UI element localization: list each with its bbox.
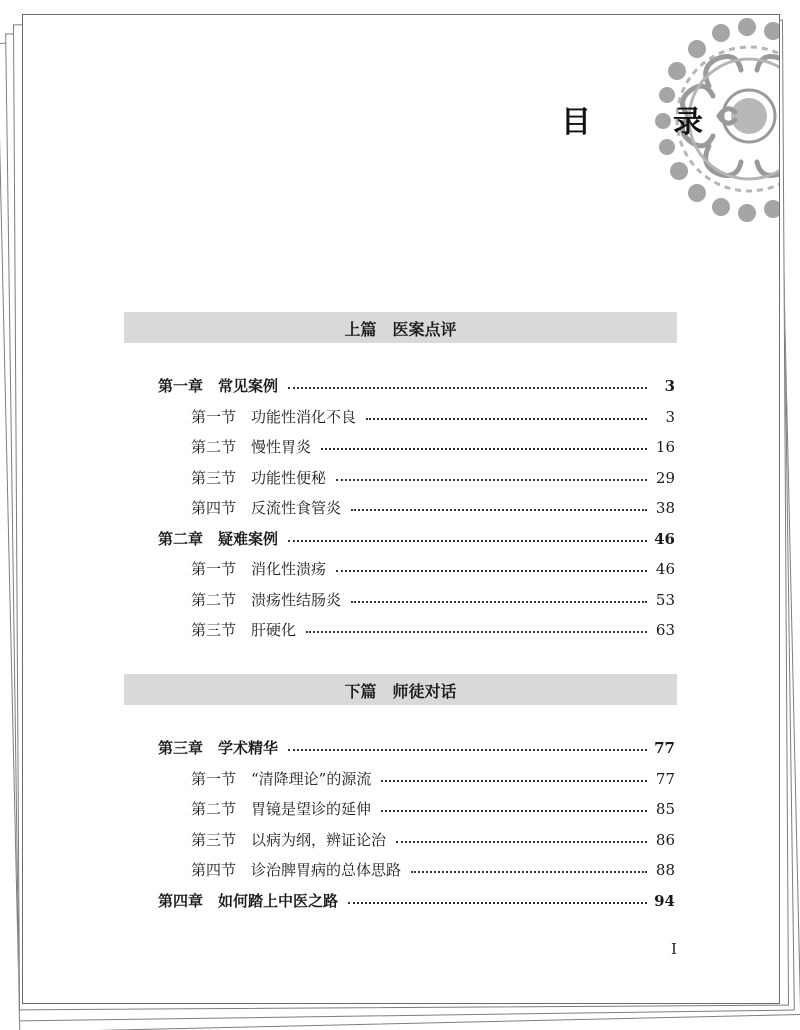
toc-entry-label: 第三节 肝硬化 [191,621,297,639]
toc-entry-label: 第三节 以病为纲，辨证论治 [191,830,387,849]
toc-entry-page: 3 [664,377,675,395]
toc-entry-label: 第三章 学术精华 [158,739,279,757]
toc-entry-page: 63 [655,621,675,639]
toc-entry-page: 88 [655,861,675,879]
toc-leader-dots [381,780,647,782]
toc-entry-label: 第四章 如何踏上中医之路 [158,891,339,910]
toc-entry-page: 46 [655,560,675,578]
toc-leader-dots [351,601,647,603]
toc-chapter-entry [23,528,779,550]
toc-entry-page: 46 [654,529,675,548]
toc-leader-dots [306,631,647,633]
toc-section-entry [23,768,779,790]
toc-entry-label: 第二节 慢性胃炎 [191,438,312,456]
toc-leader-dots [381,810,647,812]
toc-leader-dots [288,387,647,389]
toc-entry-label: 第一章 常见案例 [158,377,279,395]
toc-entry-page: 86 [655,830,675,849]
toc-section-entry [23,406,779,428]
toc-leader-dots [366,418,647,420]
toc-entry-page: 3 [665,407,675,426]
part-heading: 下篇 师徒对话 [344,682,457,701]
toc-chapter-entry [23,375,779,397]
toc-entry-label: 第二章 疑难案例 [158,529,279,548]
toc-entry-page: 77 [654,739,675,757]
toc-entry-label: 第一节 “清降理论”的源流 [191,769,372,788]
toc-entry-page: 29 [655,468,675,487]
toc-leader-dots [288,749,647,751]
toc-section-entry [23,829,779,851]
toc-entry-page: 16 [655,438,675,456]
toc-section-entry [23,497,779,519]
toc-entry-label: 第二节 胃镜是望诊的延伸 [191,800,372,818]
toc-entry-page: 77 [655,769,675,788]
toc-leader-dots [411,871,647,873]
toc-leader-dots [336,570,647,572]
toc-leader-dots [351,509,647,511]
toc-section-entry [23,436,779,458]
page-title: 目 录 [561,105,729,140]
page-number: I [671,940,677,958]
toc-leader-dots [348,902,647,904]
toc-chapter-entry [23,737,779,759]
toc-list [23,15,779,1003]
toc-section-entry [23,859,779,881]
toc-section-entry [23,467,779,489]
toc-leader-dots [321,448,647,450]
toc-leader-dots [336,479,647,481]
toc-entry-label: 第一节 消化性溃疡 [191,560,327,578]
toc-section-entry [23,798,779,820]
toc-section-entry [23,589,779,611]
toc-entry-label: 第二节 溃疡性结肠炎 [191,590,342,609]
toc-leader-dots [396,841,647,843]
toc-entry-page: 38 [655,499,675,517]
toc-entry-page: 53 [655,590,675,609]
toc-section-entry [23,558,779,580]
toc-entry-page: 85 [655,800,675,818]
toc-section-entry [23,619,779,641]
toc-entry-label: 第三节 功能性便秘 [191,468,327,487]
part-heading: 上篇 医案点评 [344,320,457,339]
toc-chapter-entry [23,890,779,912]
toc-entry-label: 第四节 反流性食管炎 [191,499,342,517]
toc-entry-page: 94 [654,891,675,910]
toc-entry-label: 第一节 功能性消化不良 [191,407,357,426]
toc-page [22,14,780,1004]
toc-entry-label: 第四节 诊治脾胃病的总体思路 [191,861,402,879]
toc-leader-dots [288,540,647,542]
